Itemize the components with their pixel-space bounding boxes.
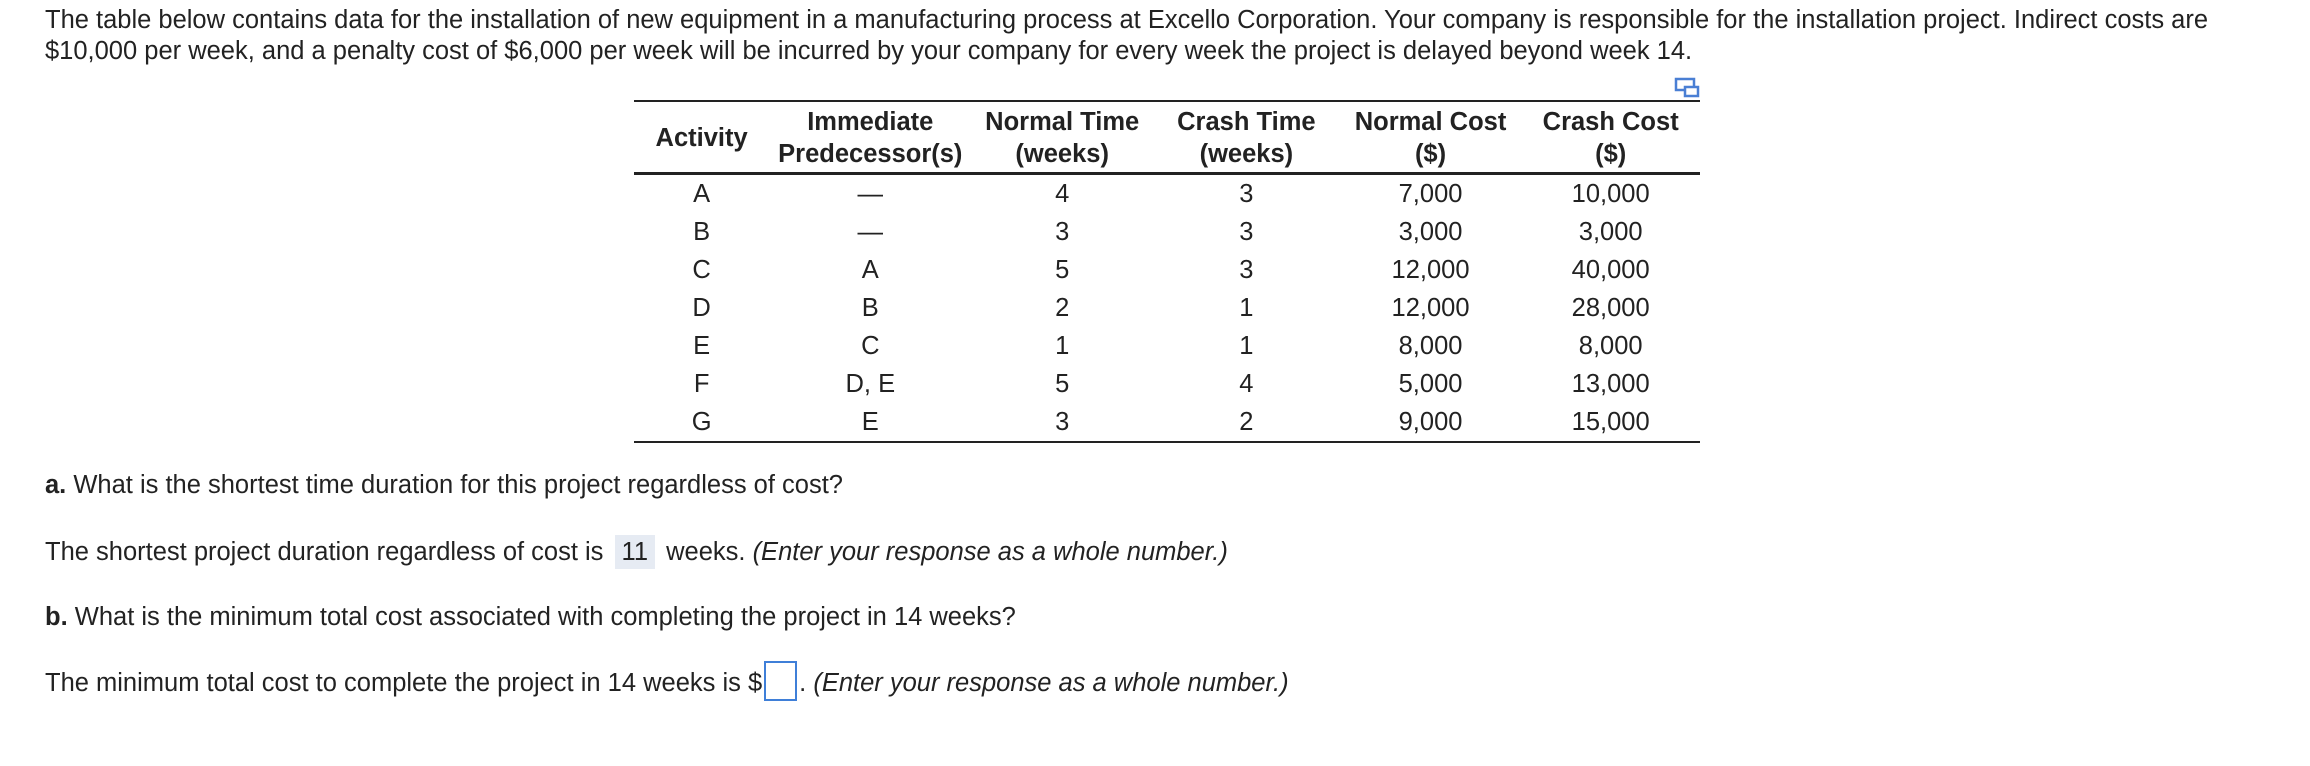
answer-b-line: [45, 667, 1289, 701]
cell-predecessor: B: [861, 294, 879, 322]
cell-predecessor: A: [861, 256, 879, 284]
question-a: [45, 469, 843, 501]
cell-crash-time: 1: [1239, 332, 1254, 360]
cell-activity: C: [692, 256, 711, 284]
table-row: [634, 289, 1700, 327]
header-crash-cost: Crash Cost ($): [1542, 108, 1679, 168]
header-normal-cost: Normal Cost ($): [1354, 108, 1507, 168]
cell-crash-cost: 13,000: [1571, 370, 1650, 398]
table-row: [634, 174, 1700, 214]
cell-normal-time: 2: [1055, 294, 1070, 322]
cell-crash-time: 4: [1239, 370, 1254, 398]
cell-crash-time: 3: [1239, 256, 1254, 284]
cell-normal-cost: 12,000: [1391, 294, 1470, 322]
cell-crash-cost: 10,000: [1571, 180, 1650, 208]
header-normal-time: Normal Time (weeks): [985, 108, 1140, 168]
answer-b-suffix: .: [799, 669, 814, 697]
cell-predecessor: D, E: [845, 370, 896, 398]
problem-intro: The table below contains data for the installation of new equipment in a manufacturing process at Excello Corporation. Your company is responsible for the installation project. Indirect costs are $10,000 per week, and a penalty cost of $6,000 per week will be incurred by your company for every week the project is delayed beyond week 14.: [45, 6, 2209, 65]
cell-normal-time: 4: [1055, 180, 1070, 208]
question-b-label: b.: [45, 603, 68, 631]
table-row: [634, 251, 1700, 289]
cell-normal-cost: 8,000: [1398, 332, 1463, 360]
cell-crash-cost: 40,000: [1571, 256, 1650, 284]
question-a-text: What is the shortest time duration for this project regardless of cost?: [66, 471, 843, 499]
table-row: [634, 213, 1700, 251]
cell-activity: B: [693, 218, 711, 246]
answer-a-prefix: The shortest project duration regardless of cost is: [45, 538, 611, 566]
answer-b-hint: (Enter your response as a whole number.): [813, 669, 1289, 697]
cell-crash-cost: 8,000: [1578, 332, 1643, 360]
answer-b-input[interactable]: [764, 661, 797, 701]
cell-predecessor: —: [857, 218, 884, 246]
cell-activity: F: [693, 370, 710, 398]
cell-normal-time: 3: [1055, 218, 1070, 246]
cell-crash-time: 2: [1239, 408, 1254, 436]
cell-normal-time: 1: [1055, 332, 1070, 360]
cell-activity: E: [693, 332, 711, 360]
answer-a-value[interactable]: 11: [615, 535, 655, 569]
cell-normal-cost: 3,000: [1398, 218, 1463, 246]
question-a-label: a.: [45, 471, 67, 499]
cell-normal-cost: 12,000: [1391, 256, 1470, 284]
question-b-text: What is the minimum total cost associated with completing the project in 14 weeks?: [67, 603, 1016, 631]
cell-normal-cost: 9,000: [1398, 408, 1463, 436]
cell-crash-cost: 28,000: [1571, 294, 1650, 322]
header-crash-time: Crash Time (weeks): [1177, 108, 1316, 168]
activity-table: [634, 100, 1700, 443]
table-header-row: [634, 101, 1700, 174]
cell-crash-cost: 15,000: [1571, 408, 1650, 436]
cell-activity: A: [693, 180, 711, 208]
expand-table-icon[interactable]: [1674, 77, 1700, 99]
answer-b-prefix: The minimum total cost to complete the project in 14 weeks is $: [45, 669, 763, 697]
cell-normal-time: 3: [1055, 408, 1070, 436]
table-row: [634, 365, 1700, 403]
question-b: [45, 601, 1016, 633]
cell-crash-time: 3: [1239, 180, 1254, 208]
table-row: [634, 327, 1700, 365]
cell-activity: D: [692, 294, 711, 322]
cell-crash-time: 3: [1239, 218, 1254, 246]
cell-normal-time: 5: [1055, 370, 1070, 398]
cell-predecessor: E: [861, 408, 879, 436]
cell-normal-time: 5: [1055, 256, 1070, 284]
cell-normal-cost: 7,000: [1398, 180, 1463, 208]
table-row: [634, 403, 1700, 442]
answer-a-line: [45, 535, 1228, 569]
cell-activity: G: [691, 408, 712, 436]
cell-predecessor: —: [857, 180, 884, 208]
header-activity: Activity: [655, 124, 748, 152]
cell-normal-cost: 5,000: [1398, 370, 1463, 398]
answer-a-suffix: weeks.: [659, 538, 753, 566]
header-predecessors: Immediate Predecessor(s): [778, 108, 963, 168]
cell-predecessor: C: [861, 332, 880, 360]
cell-crash-time: 1: [1239, 294, 1254, 322]
answer-a-hint: (Enter your response as a whole number.): [752, 538, 1228, 566]
cell-crash-cost: 3,000: [1578, 218, 1643, 246]
